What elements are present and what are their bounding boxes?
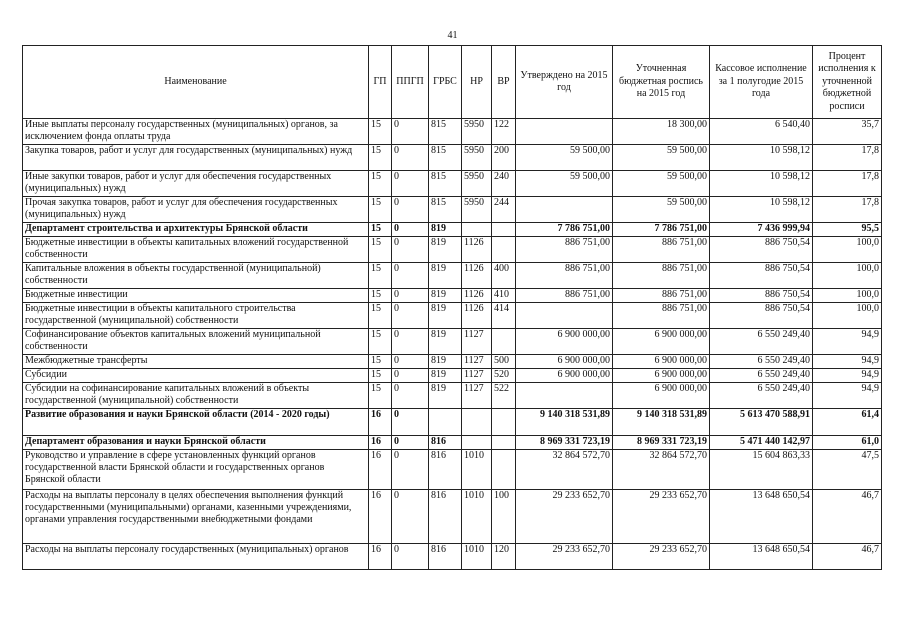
cell-cash: 10 598,12	[710, 171, 813, 197]
cell-gp: 16	[369, 409, 392, 436]
cell-name: Иные выплаты персоналу государственных (муниципальных) органов, за исключением фонда оплаты труда	[23, 119, 369, 145]
cell-name: Бюджетные инвестиции в объекты капитальных вложений государственной собственности	[23, 237, 369, 263]
table-row	[23, 409, 882, 436]
cell-name: Субсидии	[23, 369, 369, 383]
cell-gp: 15	[369, 237, 392, 263]
table-row	[23, 119, 882, 145]
cell-cash: 5 613 470 588,91	[710, 409, 813, 436]
cell-percent: 61,4	[813, 409, 882, 436]
cell-np: 5950	[462, 171, 492, 197]
cell-grbs: 819	[429, 263, 462, 289]
cell-grbs: 819	[429, 355, 462, 369]
cell-approved	[516, 383, 613, 409]
cell-cash: 6 550 249,40	[710, 355, 813, 369]
table-row	[23, 145, 882, 171]
cell-percent: 95,5	[813, 223, 882, 237]
cell-name: Закупка товаров, работ и услуг для государственных (муниципальных) нужд	[23, 145, 369, 171]
cell-vr	[492, 329, 516, 355]
cell-cash: 15 604 863,33	[710, 450, 813, 490]
cell-percent: 100,0	[813, 237, 882, 263]
cell-refined: 59 500,00	[613, 171, 710, 197]
cell-vr: 522	[492, 383, 516, 409]
cell-grbs: 819	[429, 223, 462, 237]
cell-cash: 7 436 999,94	[710, 223, 813, 237]
cell-percent: 47,5	[813, 450, 882, 490]
cell-np: 1126	[462, 263, 492, 289]
cell-np: 1126	[462, 303, 492, 329]
cell-cash: 5 471 440 142,97	[710, 436, 813, 450]
cell-ppgp: 0	[392, 119, 429, 145]
cell-refined: 59 500,00	[613, 145, 710, 171]
cell-percent: 17,8	[813, 171, 882, 197]
cell-refined: 18 300,00	[613, 119, 710, 145]
table-row	[23, 355, 882, 369]
budget-table	[22, 45, 882, 570]
cell-ppgp: 0	[392, 263, 429, 289]
cell-vr: 120	[492, 544, 516, 570]
cell-np	[462, 409, 492, 436]
cell-cash: 886 750,54	[710, 237, 813, 263]
cell-approved: 886 751,00	[516, 263, 613, 289]
cell-name: Межбюджетные трансферты	[23, 355, 369, 369]
cell-vr: 122	[492, 119, 516, 145]
cell-percent: 46,7	[813, 490, 882, 544]
cell-refined: 9 140 318 531,89	[613, 409, 710, 436]
cell-grbs: 816	[429, 544, 462, 570]
header-grbs: ГРБС	[429, 46, 462, 119]
cell-name: Иные закупки товаров, работ и услуг для обеспечения государственных (муниципальных) нужд	[23, 171, 369, 197]
cell-ppgp: 0	[392, 383, 429, 409]
cell-np: 5950	[462, 197, 492, 223]
cell-cash: 6 550 249,40	[710, 383, 813, 409]
header-refined: Уточненная бюджетная роспись на 2015 год	[613, 46, 710, 119]
cell-name: Прочая закупка товаров, работ и услуг для обеспечения государственных (муниципальных) нужд	[23, 197, 369, 223]
cell-name: Софинансирование объектов капитальных вложений муниципальной собственности	[23, 329, 369, 355]
cell-vr: 100	[492, 490, 516, 544]
cell-name: Бюджетные инвестиции	[23, 289, 369, 303]
cell-percent: 17,8	[813, 197, 882, 223]
cell-np: 1126	[462, 237, 492, 263]
cell-percent: 94,9	[813, 383, 882, 409]
cell-cash: 886 750,54	[710, 263, 813, 289]
cell-gp: 15	[369, 119, 392, 145]
header-cash: Кассовое исполнение за 1 полугодие 2015 года	[710, 46, 813, 119]
cell-name: Субсидии на софинансирование капитальных вложений в объекты государственной (муниципальной) собственности	[23, 383, 369, 409]
cell-refined: 29 233 652,70	[613, 490, 710, 544]
cell-name: Расходы на выплаты персоналу государственных (муниципальных) органов	[23, 544, 369, 570]
cell-grbs: 816	[429, 436, 462, 450]
cell-refined: 32 864 572,70	[613, 450, 710, 490]
cell-vr	[492, 237, 516, 263]
cell-np: 1127	[462, 369, 492, 383]
cell-cash: 886 750,54	[710, 303, 813, 329]
cell-vr: 200	[492, 145, 516, 171]
table-row	[23, 171, 882, 197]
cell-approved	[516, 303, 613, 329]
cell-vr	[492, 223, 516, 237]
cell-ppgp: 0	[392, 409, 429, 436]
cell-ppgp: 0	[392, 237, 429, 263]
cell-grbs: 819	[429, 289, 462, 303]
cell-percent: 100,0	[813, 289, 882, 303]
table-row	[23, 436, 882, 450]
cell-ppgp: 0	[392, 436, 429, 450]
cell-vr: 244	[492, 197, 516, 223]
cell-cash: 13 648 650,54	[710, 490, 813, 544]
cell-ppgp: 0	[392, 145, 429, 171]
cell-refined: 886 751,00	[613, 303, 710, 329]
cell-refined: 29 233 652,70	[613, 544, 710, 570]
cell-refined: 886 751,00	[613, 263, 710, 289]
cell-cash: 886 750,54	[710, 289, 813, 303]
cell-cash: 10 598,12	[710, 145, 813, 171]
cell-percent: 94,9	[813, 355, 882, 369]
cell-grbs	[429, 409, 462, 436]
cell-gp: 15	[369, 263, 392, 289]
header-vr: ВР	[492, 46, 516, 119]
header-np: НР	[462, 46, 492, 119]
table-row	[23, 197, 882, 223]
cell-np: 1126	[462, 289, 492, 303]
cell-percent: 46,7	[813, 544, 882, 570]
cell-ppgp: 0	[392, 303, 429, 329]
cell-name: Руководство и управление в сфере установленных функций органов государственной власти Брянской области и государственных органов Брянской области	[23, 450, 369, 490]
table-row	[23, 450, 882, 490]
cell-gp: 15	[369, 303, 392, 329]
cell-ppgp: 0	[392, 171, 429, 197]
cell-gp: 16	[369, 490, 392, 544]
cell-np: 1010	[462, 450, 492, 490]
cell-np: 1010	[462, 490, 492, 544]
header-percent: Процент исполнения к уточненной бюджетной росписи	[813, 46, 882, 119]
cell-percent: 35,7	[813, 119, 882, 145]
cell-np	[462, 436, 492, 450]
cell-gp: 15	[369, 383, 392, 409]
cell-percent: 94,9	[813, 369, 882, 383]
cell-name: Расходы на выплаты персоналу в целях обеспечения выполнения функций государственными (муниципальными) органами, казенными учреждениями, органами управления государственными внебюджетными фондами	[23, 490, 369, 544]
cell-vr	[492, 409, 516, 436]
cell-approved: 6 900 000,00	[516, 329, 613, 355]
cell-grbs: 815	[429, 145, 462, 171]
cell-name: Бюджетные инвестиции в объекты капитального строительства государственной (муниципальной) собственности	[23, 303, 369, 329]
cell-approved: 8 969 331 723,19	[516, 436, 613, 450]
cell-np: 5950	[462, 119, 492, 145]
cell-gp: 16	[369, 544, 392, 570]
cell-gp: 15	[369, 369, 392, 383]
header-row	[23, 46, 882, 119]
cell-percent: 17,8	[813, 145, 882, 171]
cell-approved: 886 751,00	[516, 289, 613, 303]
cell-cash: 13 648 650,54	[710, 544, 813, 570]
cell-ppgp: 0	[392, 197, 429, 223]
cell-gp: 15	[369, 329, 392, 355]
cell-gp: 15	[369, 145, 392, 171]
cell-ppgp: 0	[392, 223, 429, 237]
cell-refined: 7 786 751,00	[613, 223, 710, 237]
table-row	[23, 223, 882, 237]
cell-grbs: 816	[429, 450, 462, 490]
table-row	[23, 263, 882, 289]
cell-grbs: 819	[429, 303, 462, 329]
cell-grbs: 819	[429, 369, 462, 383]
cell-approved: 886 751,00	[516, 237, 613, 263]
cell-refined: 59 500,00	[613, 197, 710, 223]
cell-gp: 15	[369, 355, 392, 369]
header-ppgp: ППГП	[392, 46, 429, 119]
page-number: 41	[447, 30, 458, 41]
cell-refined: 6 900 000,00	[613, 383, 710, 409]
cell-grbs: 815	[429, 171, 462, 197]
cell-ppgp: 0	[392, 355, 429, 369]
cell-cash: 6 550 249,40	[710, 329, 813, 355]
cell-np: 1127	[462, 329, 492, 355]
cell-percent: 100,0	[813, 303, 882, 329]
cell-gp: 16	[369, 450, 392, 490]
cell-vr	[492, 436, 516, 450]
cell-name: Департамент строительства и архитектуры Брянской области	[23, 223, 369, 237]
cell-grbs: 815	[429, 197, 462, 223]
table-row	[23, 237, 882, 263]
cell-ppgp: 0	[392, 289, 429, 303]
cell-grbs: 819	[429, 383, 462, 409]
cell-cash: 10 598,12	[710, 197, 813, 223]
header-approved: Утверждено на 2015 год	[516, 46, 613, 119]
cell-grbs: 815	[429, 119, 462, 145]
table-row	[23, 490, 882, 544]
cell-refined: 886 751,00	[613, 289, 710, 303]
cell-refined: 6 900 000,00	[613, 369, 710, 383]
cell-refined: 6 900 000,00	[613, 355, 710, 369]
cell-percent: 61,0	[813, 436, 882, 450]
cell-approved: 32 864 572,70	[516, 450, 613, 490]
cell-np: 1127	[462, 383, 492, 409]
table-row	[23, 544, 882, 570]
cell-name: Развитие образования и науки Брянской области (2014 - 2020 годы)	[23, 409, 369, 436]
cell-cash: 6 550 249,40	[710, 369, 813, 383]
cell-gp: 15	[369, 171, 392, 197]
cell-vr: 500	[492, 355, 516, 369]
cell-gp: 15	[369, 197, 392, 223]
cell-ppgp: 0	[392, 450, 429, 490]
cell-approved	[516, 197, 613, 223]
cell-refined: 6 900 000,00	[613, 329, 710, 355]
cell-vr: 240	[492, 171, 516, 197]
cell-np: 1010	[462, 544, 492, 570]
cell-name: Департамент образования и науки Брянской области	[23, 436, 369, 450]
cell-vr: 520	[492, 369, 516, 383]
cell-grbs: 816	[429, 490, 462, 544]
table-row	[23, 383, 882, 409]
cell-approved: 29 233 652,70	[516, 490, 613, 544]
cell-gp: 15	[369, 289, 392, 303]
cell-vr: 410	[492, 289, 516, 303]
cell-approved: 29 233 652,70	[516, 544, 613, 570]
table-row	[23, 369, 882, 383]
header-name: Наименование	[23, 46, 369, 119]
cell-cash: 6 540,40	[710, 119, 813, 145]
cell-refined: 886 751,00	[613, 237, 710, 263]
cell-approved: 6 900 000,00	[516, 355, 613, 369]
table-row	[23, 303, 882, 329]
cell-np: 5950	[462, 145, 492, 171]
cell-refined: 8 969 331 723,19	[613, 436, 710, 450]
cell-np	[462, 223, 492, 237]
cell-grbs: 819	[429, 329, 462, 355]
cell-np: 1127	[462, 355, 492, 369]
cell-ppgp: 0	[392, 544, 429, 570]
cell-gp: 16	[369, 436, 392, 450]
cell-ppgp: 0	[392, 369, 429, 383]
cell-ppgp: 0	[392, 490, 429, 544]
cell-percent: 94,9	[813, 329, 882, 355]
cell-approved	[516, 119, 613, 145]
cell-vr: 414	[492, 303, 516, 329]
cell-approved: 59 500,00	[516, 145, 613, 171]
cell-approved: 9 140 318 531,89	[516, 409, 613, 436]
cell-percent: 100,0	[813, 263, 882, 289]
cell-grbs: 819	[429, 237, 462, 263]
table-row	[23, 329, 882, 355]
header-gp: ГП	[369, 46, 392, 119]
cell-approved: 7 786 751,00	[516, 223, 613, 237]
cell-approved: 59 500,00	[516, 171, 613, 197]
cell-ppgp: 0	[392, 329, 429, 355]
cell-name: Капитальные вложения в объекты государственной (муниципальной) собственности	[23, 263, 369, 289]
cell-vr: 400	[492, 263, 516, 289]
cell-vr	[492, 450, 516, 490]
table-row	[23, 289, 882, 303]
cell-approved: 6 900 000,00	[516, 369, 613, 383]
cell-gp: 15	[369, 223, 392, 237]
